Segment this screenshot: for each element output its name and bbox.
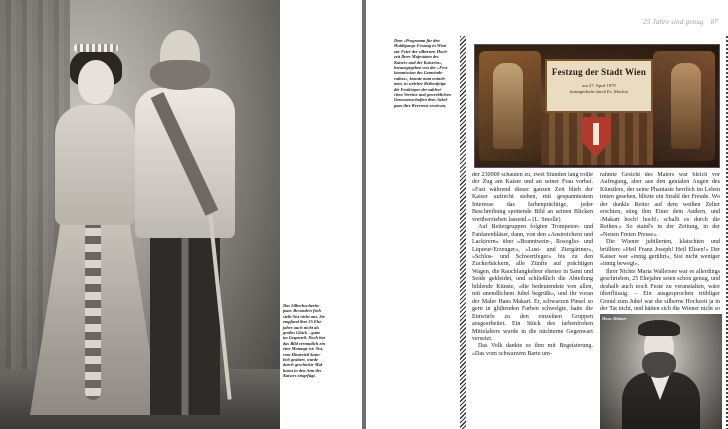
emperor-beard	[150, 60, 210, 90]
caption-line: das Bild vermutlich ein	[283, 340, 326, 346]
caption-line: chen Vereine und gewerblichen	[394, 92, 451, 98]
plaque-date: am 27. April 1879	[582, 83, 616, 88]
caption-line: rathes«, konnte man entneh-	[394, 75, 447, 81]
empress-flower-garland	[85, 220, 101, 400]
text-column-1	[472, 172, 593, 422]
caption-line: Kaisers eingefügt.	[283, 373, 316, 379]
caption-line: durch geschickte Mal-	[283, 362, 324, 368]
portrait-beard	[642, 352, 676, 378]
caption-line: großes Glück – ganz	[283, 330, 320, 336]
illustration-right-figure	[671, 63, 701, 149]
emperor-legs	[150, 235, 220, 415]
festzug-illustration	[474, 44, 720, 168]
text-column-2	[600, 172, 720, 312]
caption-line: Huldigungs-Festzug in Wien	[394, 43, 447, 49]
caption-line: lich gealtert, wurde	[283, 357, 319, 363]
empress-bodice	[55, 105, 135, 225]
caption-line: eine Montage ist: Sisi,	[283, 346, 324, 352]
paragraph: der 230000 schauten zu, zwei Stunden lang rollte der Zug am Kaiser und an seiner Frau vorbei. »Fast während dieser ganzen Zeit blieb der Kaiser aufrecht stehen, mit gespanntestem Interesse das farbenprächtige, jeder Beschreibung spottende Bild an seinen Blicken vorüberziehen lassend.« (L. Smolle)	[472, 172, 593, 223]
caption-line: paar. Besonders froh	[283, 308, 321, 314]
illustration-left-figure	[493, 63, 523, 149]
paragraph: Auf Reitergruppen folgten Trompeten- und Fanfarenbläser, dann, von den »Anstreichern und Lackirern« über »Branntwein-, Rosoglio- und Liqueur-Erzeuger«, »Lust- und Ziergärtner«, »Schlos- und Schwertfeger« bis zu den Zuckerbäckern, alle Zünfte auf prächtigen Wagen, die Rauchfangkehrer ebenso in Samt und Seide gekleidet, und schließlich die Abteilung bildende Künste, »die bedeutendste von allen, mit unendlichem Jubel begrüßt«, und ihr voran der Maler Hans Makart. Er, schwarzen Pinsel so gern in glühenden Farben schwelgte, hatte die Entwürfe zu den einzelnen Gruppen ausgearbeitet. Ein Stück des farbenfrohen Mittelalters wurde in die nüchterne Gegenwart versetzt.	[472, 224, 593, 342]
caption-line: vom Hinterteil kann-	[283, 351, 322, 357]
makart-portrait	[600, 314, 722, 429]
plaque-credit: kunstgedacht durch Es. Mackiu	[570, 89, 628, 94]
right-page	[366, 0, 728, 429]
decorative-border-left	[460, 36, 466, 429]
paragraph: rahmte Gesicht des Malers war bleich vor Aufregung, aber aus den genialen Augen des Künstlers, der seine Phantasie herrlich im Leben treten gesehen, blitzte ein Strahl der Freude. Wo der dunkle Reiter auf dem weißen Zelter erschien, stieg ihm Einer dem Andern, und ›Makart hoch! hoch!‹ schallt es durch die Reihen.« So stand's in der Zeitung, in der »Neuen Freien Presse«.	[600, 172, 720, 238]
illustration-title-plaque	[545, 59, 653, 113]
caption-line: Kaisers und der Kaiserin«,	[394, 59, 443, 65]
caption-line: kommission des Gemeinde-	[394, 70, 444, 76]
caption-line: im Gegenteil. Doch hat	[283, 335, 325, 341]
caption-line: sieht Sisi nicht aus. Sie	[283, 313, 325, 319]
left-photo-caption	[283, 303, 360, 379]
caption-line: paar ihre Reverenz erwiesen.	[394, 102, 447, 108]
portrait-caption: Hans Makart	[602, 316, 627, 321]
caption-line: herausgegeben von der »Fest-	[394, 65, 449, 71]
left-page	[0, 0, 362, 429]
running-head-title: 25 Jahre sind genug	[643, 18, 704, 26]
caption-line: jahre auch nicht als	[283, 324, 320, 330]
paragraph: Die Wiener jubilierten, klatschten und brüllten: »Heil Franz Joseph! Heil Elisen!« Der Kaiser war »innig gerührt«, Sisi nicht weniger »innig bewegt«.	[600, 239, 720, 268]
plaque-title: Festzug der Stadt Wien	[551, 67, 647, 77]
caption-line: Genossenschaften dem Jubel-	[394, 97, 449, 103]
caption-line: kunst in den Arm des	[283, 367, 322, 373]
caption-line: zeit Ihrer Majestäten des	[394, 54, 439, 60]
caption-line: Das Silberhochzeits-	[283, 303, 321, 308]
paragraph: Ihrer Nichte Maria Wallersee war es allerdings geschrieben, 25 Ehejahre seien schon genug, und deshalb auch noch Feste zu veranstalten, wäre überflüssig. – Ein ausgesprochen trübliger Grund zum Jubel war die silberne Hochzeit ja in der Tat nicht, und hätten sich die Wiener nicht so	[600, 268, 720, 312]
empress-diadem	[74, 44, 118, 52]
illustration-caption	[394, 38, 456, 108]
caption-line: men, in welcher Reihenfolge	[394, 81, 446, 87]
page-number: 87	[710, 18, 718, 26]
empress-face	[78, 60, 114, 104]
running-head	[643, 18, 718, 26]
caption-line: zur Feier der silbernen Hoch-	[394, 48, 449, 54]
caption-line: empfand ihre 25 Ehe-	[283, 319, 323, 325]
paragraph: Das Volk dankte es ihm mit Begeisterung. »Das vom schwarzem Barte um-	[472, 343, 593, 357]
portrait-hat	[638, 320, 680, 336]
silver-wedding-photo	[0, 0, 280, 429]
caption-line: Dem »Programm für den	[394, 38, 440, 43]
caption-line: die Festkörper der zahlrei-	[394, 86, 443, 92]
plaque-subtitle	[547, 83, 651, 95]
